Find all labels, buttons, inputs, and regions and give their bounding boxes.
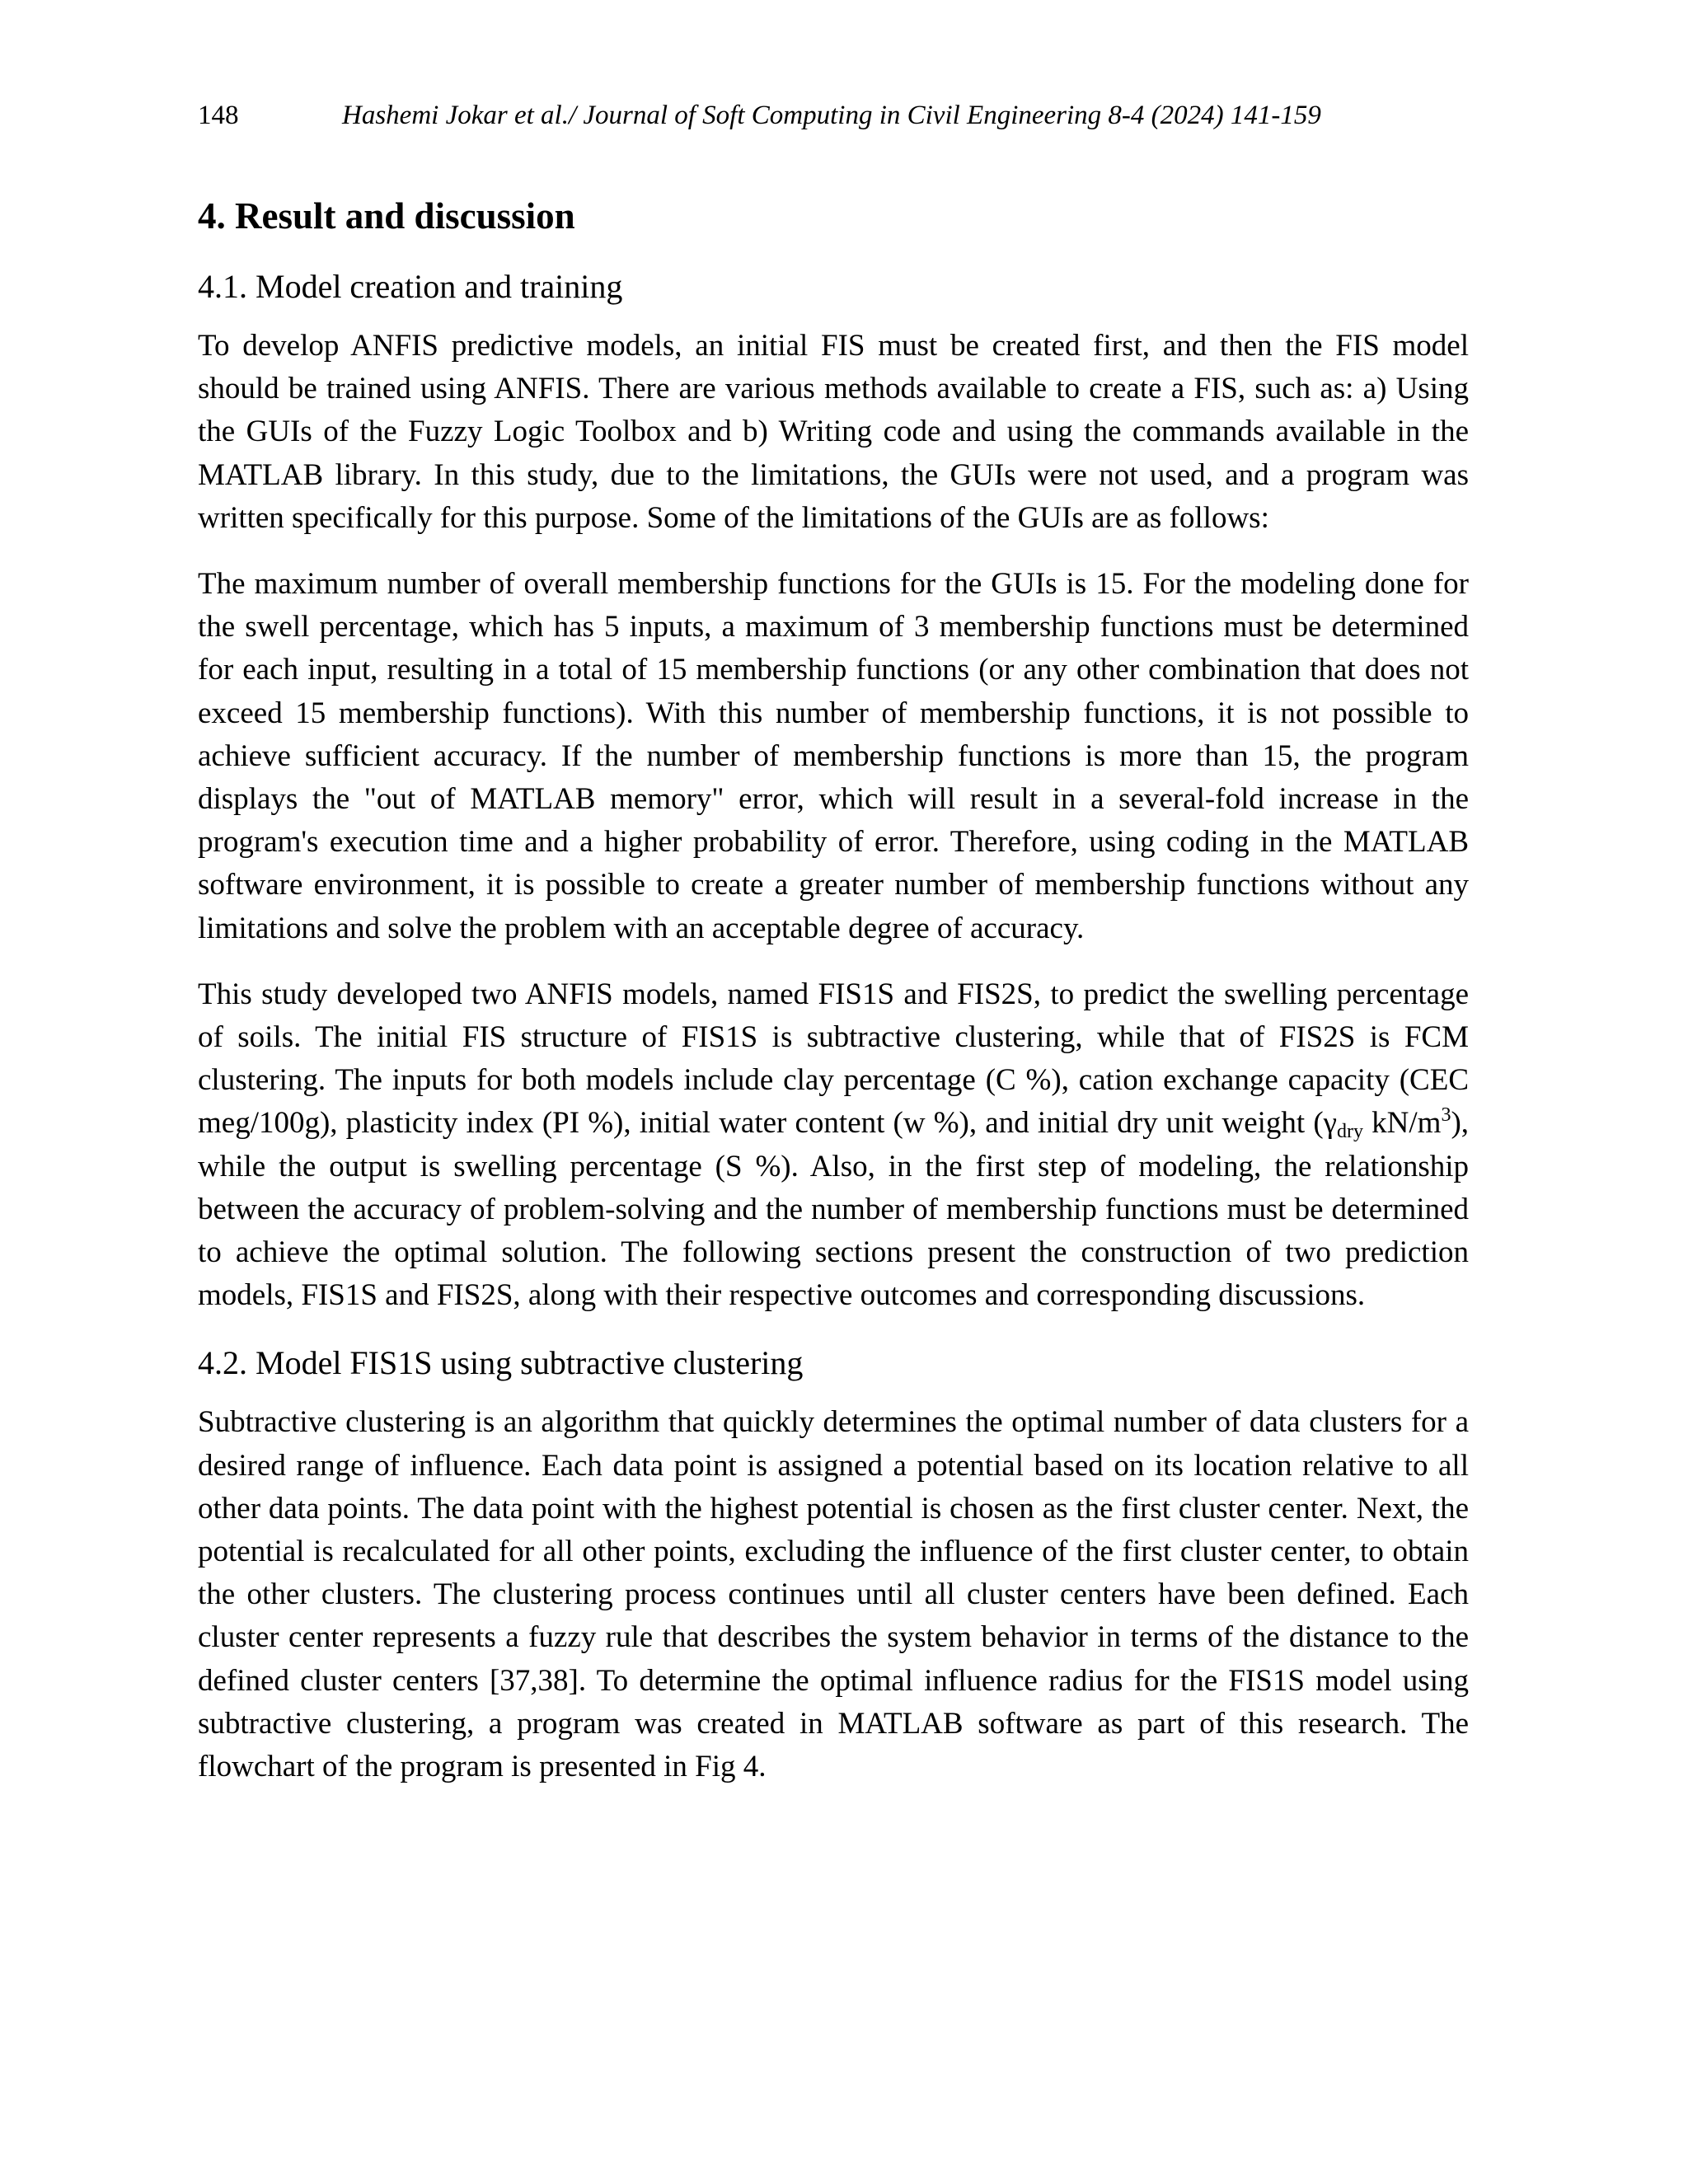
unit-superscript: 3 — [1441, 1104, 1451, 1127]
paragraph-anfis-models — [198, 973, 1469, 1318]
running-header — [198, 97, 1500, 134]
paragraph-text: ), while the output is swelling percentage (S %). Also, in the first step of modeling, the relationship between the accuracy of problem-solving and the number of membership functions must be determined to achieve the optimal solution. The following sections present the construction of two prediction models, FIS1S and FIS2S, along with their respective outcomes and corresponding discussions. — [198, 1106, 1470, 1313]
paragraph-gui-limitations: The maximum number of overall membership functions for the GUIs is 15. For the modeling done for the swell percentage, which has 5 inputs, a maximum of 3 membership functions must be determined for each input, resulting in a total of 15 membership functions (or any other combination that does not exceed 15 membership functions). With this number of membership functions, it is not possible to achieve sufficient accuracy. If the number of membership functions is more than 15, the program displays the "out of MATLAB memory" error, which will result in a several-fold increase in the program's execution time and a higher probability of error. Therefore, using coding in the MATLAB software environment, it is possible to create a greater number of membership functions without any limitations and solve the problem with an acceptable degree of accuracy. — [198, 567, 1469, 945]
article-body — [198, 191, 1469, 1811]
paragraph-model-creation: To develop ANFIS predictive models, an initial FIS must be created first, and then the FIS model should be trained using ANFIS. There are various methods available to create a FIS, such as: a) Using the GUIs of the Fuzzy Logic Toolbox and b) Writing code and using the commands available in the MATLAB library. In this study, due to the limitations, the GUIs were not used, and a program was written specifically for this purpose. Some of the limitations of the GUIs are as follows: — [198, 329, 1469, 535]
paragraph-subtractive-clustering: Subtractive clustering is an algorithm that quickly determines the optimal number of data clusters for a desired range of influence. Each data point is assigned a potential based on its location relative to all other data points. The data point with the highest potential is chosen as the first cluster center. Next, the potential is recalculated for all other points, excluding the influence of the first cluster center, to obtain the other clusters. The clustering process continues until all cluster centers have been defined. Each cluster center represents a fuzzy rule that describes the system behavior in terms of the distance to the defined cluster centers [37,38]. To determine the optimal influence radius for the FIS1S model using subtractive clustering, a program was created in MATLAB software as part of this research. The flowchart of the program is presented in Fig 4. — [198, 1405, 1469, 1784]
gamma-subscript: dry — [1337, 1121, 1363, 1143]
paragraph-text: This study developed two ANFIS models, named FIS1S and FIS2S, to predict the swelling percentage of soils. The initial FIS structure of FIS1S is subtractive clustering, while that of FIS2S is FCM clustering. The inputs for both models include clay percentage (C %), cation exchange capacity (CEC meg/100g), plasticity index (PI %), initial water content (w %), and initial dry unit weight (γ — [198, 977, 1469, 1141]
journal-citation: Hashemi Jokar et al./ Journal of Soft Computing in Civil Engineering 8-4 (2024) 141-159 — [342, 101, 1321, 130]
page-number: 148 — [198, 101, 239, 130]
paragraph-text: kN/m — [1363, 1106, 1442, 1141]
section-heading: 4. Result and discussion — [198, 195, 575, 237]
subsection-heading-4-2: 4.2. Model FIS1S using subtractive clustering — [198, 1344, 804, 1382]
subsection-heading-4-1: 4.1. Model creation and training — [198, 268, 623, 305]
